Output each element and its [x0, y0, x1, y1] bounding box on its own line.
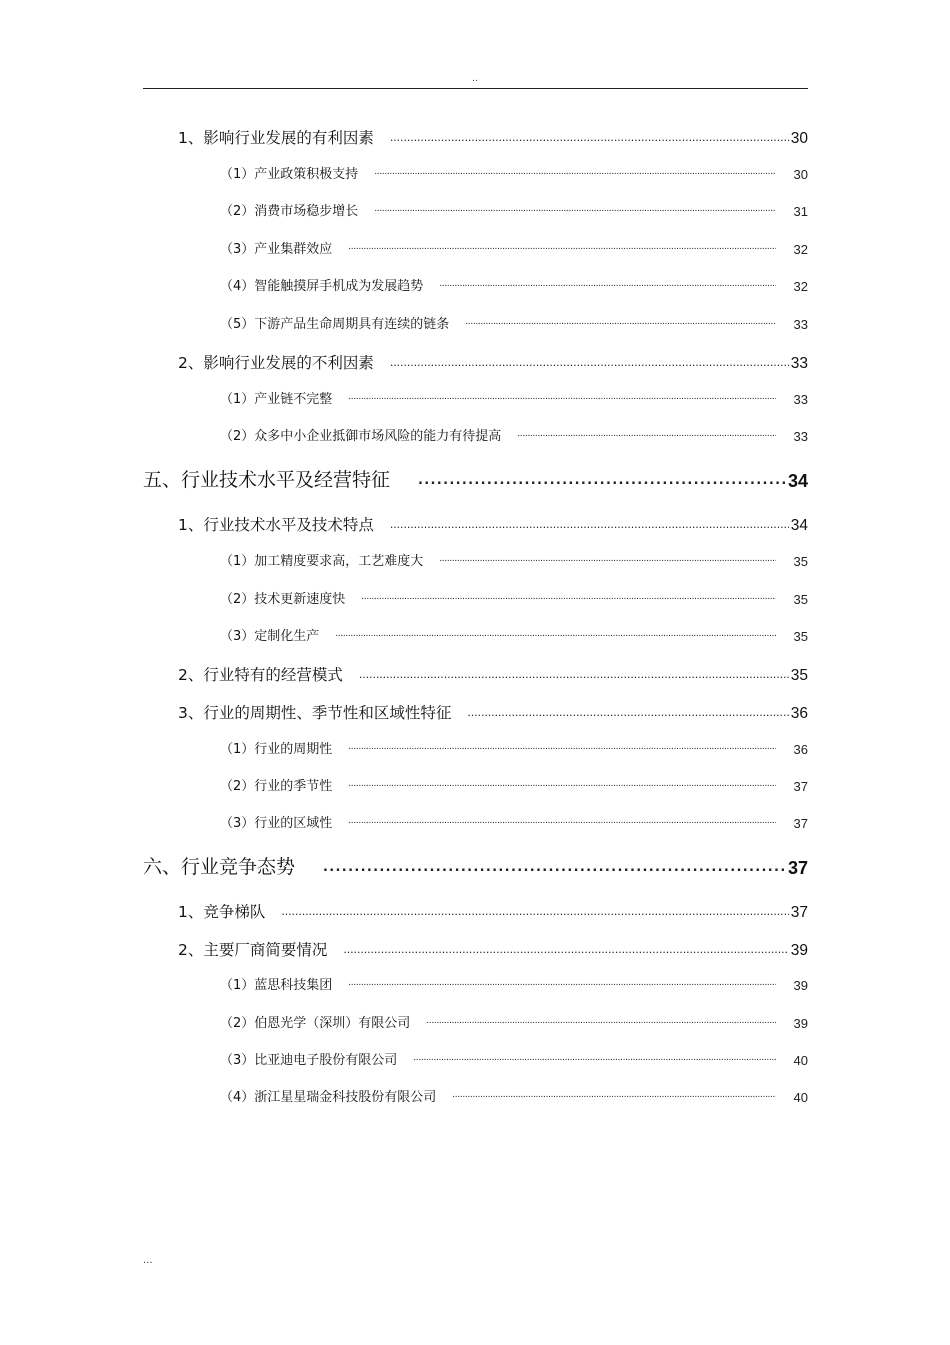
toc-entry[interactable]	[220, 237, 808, 257]
toc-chapter-entry[interactable]	[143, 464, 808, 492]
toc-leader-dots	[343, 944, 788, 955]
toc-leader-dots	[348, 817, 775, 826]
toc-entry-label: （1）产业链不完整	[220, 392, 333, 407]
toc-entry-page: 36	[793, 742, 808, 757]
toc-entry-page: 39	[790, 942, 808, 959]
toc-entry-label: （3）定制化生产	[220, 629, 320, 644]
toc-leader-dots	[426, 1017, 775, 1026]
toc-entry[interactable]	[220, 424, 808, 444]
toc-leader-dots	[348, 243, 775, 252]
toc-leader-dots	[439, 555, 775, 564]
toc-entry-page: 32	[793, 279, 808, 294]
toc-entry[interactable]	[220, 549, 808, 569]
toc-entry[interactable]	[178, 898, 808, 922]
toc-entry-page: 34	[787, 471, 808, 491]
toc-chapter-entry[interactable]	[143, 851, 808, 879]
toc-entry-label: 3、行业的周期性、季节性和区域性特征	[178, 704, 452, 722]
toc-entry[interactable]	[220, 162, 808, 182]
toc-entry[interactable]	[178, 661, 808, 685]
toc-leader-dots	[439, 280, 775, 289]
toc-entry-page: 35	[793, 554, 808, 569]
toc-entry-page: 37	[793, 816, 808, 831]
toc-entry-page: 33	[793, 392, 808, 407]
toc-entry[interactable]	[220, 774, 808, 794]
toc-entry-label: （2）消费市场稳步增长	[220, 204, 359, 219]
toc-leader-dots	[390, 132, 789, 143]
footer-mark: ...	[143, 1255, 153, 1266]
toc-leader-dots	[467, 707, 788, 718]
toc-entry[interactable]	[220, 312, 808, 332]
toc-entry[interactable]	[220, 1048, 808, 1068]
toc-leader-dots	[359, 669, 789, 680]
toc-entry[interactable]	[178, 936, 808, 960]
toc-entry-page: 33	[793, 317, 808, 332]
toc-leader-dots	[413, 1054, 775, 1063]
toc-entry[interactable]	[220, 624, 808, 644]
toc-entry-page: 35	[793, 592, 808, 607]
toc-entry-label: （2）行业的季节性	[220, 779, 333, 794]
toc-entry-label: （4）智能触摸屏手机成为发展趋势	[220, 279, 424, 294]
toc-entry[interactable]	[178, 699, 808, 723]
toc-entry-label: （1）行业的周期性	[220, 742, 333, 757]
toc-entry-page: 34	[790, 517, 808, 534]
toc-entry[interactable]	[220, 1085, 808, 1105]
toc-leader-dots	[390, 519, 789, 530]
toc-leader-dots	[452, 1091, 775, 1100]
toc-entry-page: 37	[793, 779, 808, 794]
toc-entry-label: （4）浙江星星瑞金科技股份有限公司	[220, 1090, 437, 1105]
toc-leader-dots	[348, 743, 775, 752]
toc-leader-dots	[361, 593, 775, 602]
toc-leader-dots	[374, 168, 775, 177]
toc-entry-label: （1）蓝思科技集团	[220, 978, 333, 993]
toc-entry-page: 32	[793, 242, 808, 257]
toc-entry-page: 35	[790, 667, 808, 684]
toc-entry-page: 40	[793, 1090, 808, 1105]
toc-entry-page: 37	[790, 904, 808, 921]
toc-entry-label: 六、行业竞争态势	[143, 856, 296, 878]
toc-entry-label: （3）比亚迪电子股份有限公司	[220, 1053, 398, 1068]
toc-entry-label: （2）众多中小企业抵御市场风险的能力有待提高	[220, 429, 502, 444]
toc-entry-label: 五、行业技术水平及经营特征	[143, 469, 391, 491]
toc-entry-label: （3）产业集群效应	[220, 242, 333, 257]
toc-entry-page: 30	[793, 167, 808, 182]
toc-entry-page: 33	[790, 355, 808, 372]
toc-leader-dots	[418, 474, 786, 487]
toc-entry[interactable]	[220, 1011, 808, 1031]
toc-entry-label: 2、影响行业发展的不利因素	[178, 354, 374, 372]
toc-leader-dots	[390, 357, 789, 368]
toc-entry[interactable]	[220, 737, 808, 757]
toc-entry-label: 1、行业技术水平及技术特点	[178, 516, 374, 534]
toc-leader-dots	[348, 979, 775, 988]
toc-entry-label: 2、行业特有的经营模式	[178, 666, 343, 684]
toc-entry-page: 40	[793, 1053, 808, 1068]
toc-entry[interactable]	[220, 587, 808, 607]
toc-entry-page: 35	[793, 629, 808, 644]
toc-entry-label: 2、主要厂商简要情况	[178, 941, 328, 959]
toc-leader-dots	[281, 906, 788, 917]
toc-leader-dots	[465, 318, 775, 327]
toc-entry-page: 39	[793, 1016, 808, 1031]
toc-entry[interactable]	[178, 124, 808, 148]
toc-entry[interactable]	[178, 511, 808, 535]
toc-leader-dots	[335, 630, 775, 639]
toc-entry-page: 33	[793, 429, 808, 444]
toc-leader-dots	[374, 205, 775, 214]
toc-entry[interactable]	[220, 387, 808, 407]
toc-entry-label: 1、影响行业发展的有利因素	[178, 129, 374, 147]
toc-entry-label: （1）产业政策积极支持	[220, 167, 359, 182]
toc-entry[interactable]	[220, 274, 808, 294]
toc-entry[interactable]	[220, 973, 808, 993]
toc-entry-label: （2）技术更新速度快	[220, 592, 346, 607]
toc-entry-label: （2）伯恩光学（深圳）有限公司	[220, 1016, 411, 1031]
toc-entry-page: 39	[793, 978, 808, 993]
toc-entry-label: 1、竞争梯队	[178, 903, 266, 921]
toc-entry[interactable]	[178, 349, 808, 373]
toc-entry-page: 31	[793, 204, 808, 219]
toc-entry-page: 36	[790, 705, 808, 722]
toc-leader-dots	[323, 861, 786, 874]
header-mark: ..	[472, 74, 478, 84]
toc-leader-dots	[517, 430, 775, 439]
toc-entry-page: 30	[790, 130, 808, 147]
toc-entry-label: （3）行业的区域性	[220, 816, 333, 831]
toc-entry-label: （1）加工精度要求高，工艺难度大	[220, 554, 424, 569]
toc-leader-dots	[348, 780, 775, 789]
toc-leader-dots	[348, 393, 775, 402]
toc-entry[interactable]	[220, 199, 808, 219]
toc-entry-label: （5）下游产品生命周期具有连续的链条	[220, 317, 450, 332]
toc-entry[interactable]	[220, 811, 808, 831]
toc-entry-page: 37	[787, 858, 808, 878]
